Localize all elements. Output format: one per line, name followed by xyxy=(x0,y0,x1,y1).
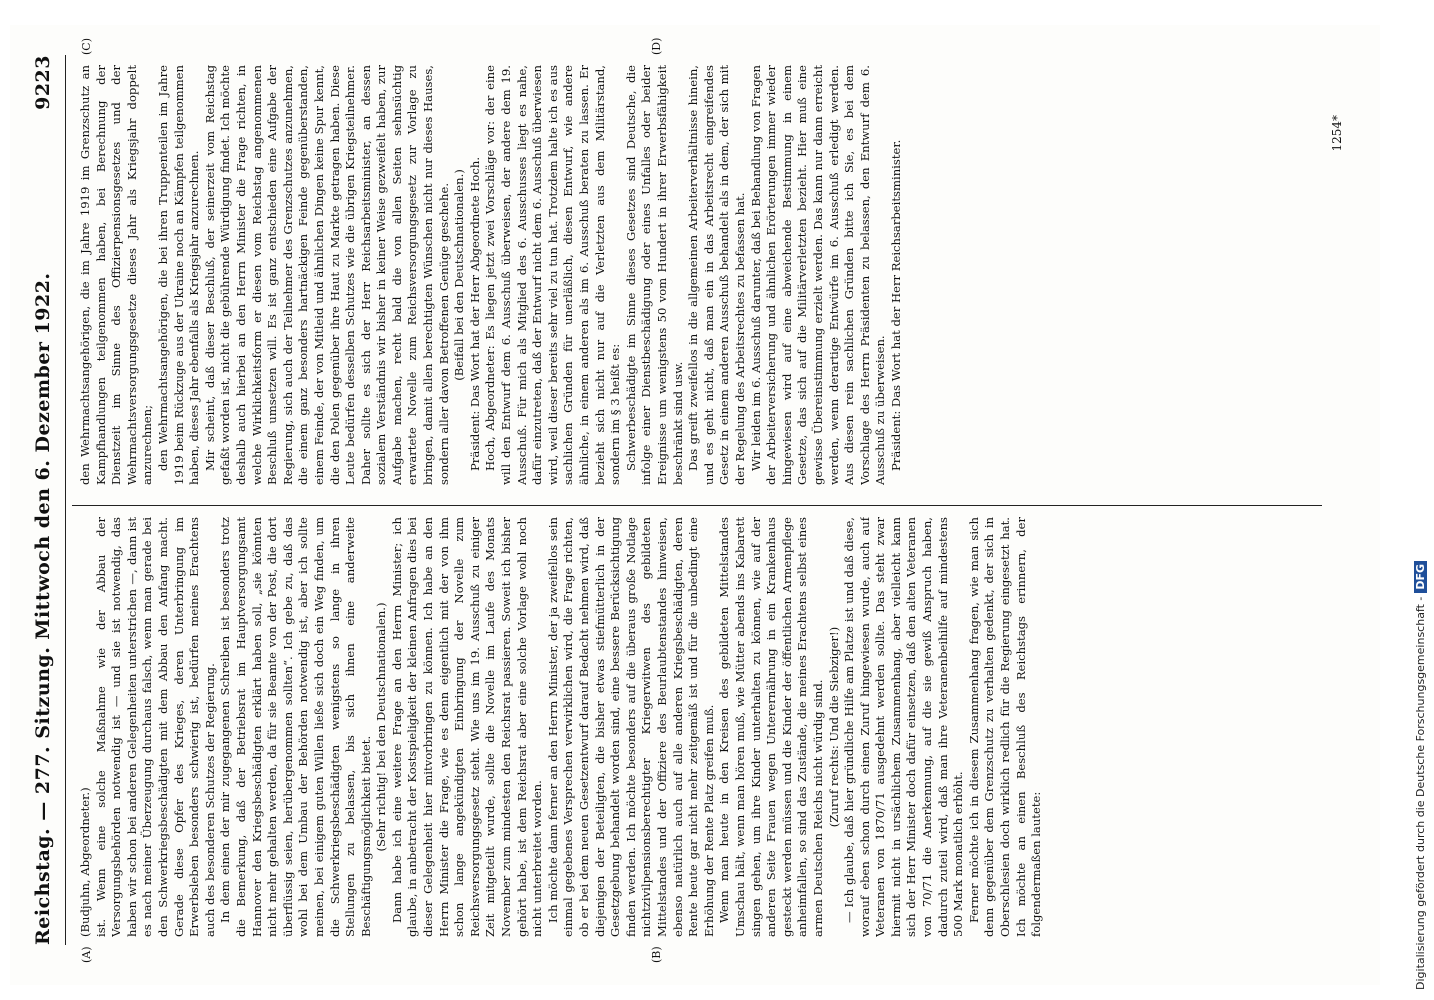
paragraph: Präsident: Das Wort hat der Herr Abgeordnete Hoch. xyxy=(467,156,482,471)
margin-marker-b: (B) xyxy=(650,946,663,963)
paragraph: Wir leiden im 6. Ausschuß darunter, daß bei Behandlung von Fragen der Arbeiterversicherung und ähnlichen Erörterungen immer wieder hingewiesen wird auf eine abweichende Bestimmung in einem Gesetze, das sich auf die Militärverletzten bezieht. Hier muß eine gewisse Übereinstimmung erzielt werden. Das kann nur dann erreicht werden, wenn derartige Entwürfe im 6. Ausschuß erledigt werden. Aus diesen rein sachlichen Gründen bitte ich Sie, es bei dem Vorschlage des Herrn Präsidenten zu belassen, den Entwurf dem 6. Ausschuß zu überweisen. xyxy=(748,65,888,485)
margin-marker-a: (A) xyxy=(80,946,93,963)
page-header xyxy=(32,55,62,945)
paragraph: — Ich glaube, daß hier gründliche Hilfe am Platze ist und daß diese, worauf eben schon durch einen Zuruf hingewiesen wurde, auch auf Veteranen von 1870/71 ausgedehnt werden sollte. Das steht zwar hiermit nicht in ursächlichem Zusammenhang, aber vielleicht kann sich der Herr Minister doch dafür einsetzen, daß den alten Veteranen von 70/71 die Anerkennung, auf die sie gewiß Anspruch haben, dadurch zuteil wird, daß man ihre Veteranenbeihilfe auf mindestens 500 Mark monatlich erhöht. xyxy=(842,517,966,937)
dfg-logo: DFG xyxy=(1414,561,1427,593)
paragraph: In dem einen der mir zugegangenen Schreiben ist besonders trotz die Bemerkung, daß der Betriebsrat im Hauptversorgungsamt Hannover den Kriegsbeschädigten erklärt haben soll, „sie könnten nicht mehr gehalten werden, da für sie Beamte von der Post, die dort überflüssig seien, herübergenommen sollten“. Ich gebe zu, daß das wohl bei dem Umbau der Behörden notwendig ist, aber ich sollte meinen, bei einigem guten Willen ließe sich doch ein Weg finden, um die Schwerkriegsbeschädigten wenigstens so lange in ihren Stellungen zu belassen, bis sich ihnen eine anderweite Beschäftigungsmöglichkeit bietet. xyxy=(218,517,373,937)
paragraph: Dann habe ich eine weitere Frage an den Herrn Minister; ich glaube, in anbetracht der Kostspieligkeit der kleinen Anfragen dies bei dieser Gelegenheit hier mitvorbringen zu können. Ich habe an den Herrn Minister die Frage, wie es denn eigentlich mit der von ihm schon lange angekündigten Einbringung der Novelle zum Reichsversorgungsgesetz steht. Wie uns im 19. Ausschuß zu einiger Zeit mitgeteilt wurde, sollte die Novelle im Laufe des Monats November zum mindesten den Reichsrat passieren. Soweit ich bisher gehört habe, ist dem Reichsrat aber eine solche Vorlage wohl noch nicht unterbreitet worden. xyxy=(389,517,545,937)
paragraph: (Sehr richtig! bei den Deutschnationalen.) xyxy=(374,602,389,852)
paragraph: Mir scheint, daß dieser Beschluß, der seinerzeit vom Reichstag gefaßt worden ist, nicht die gebührende Würdigung findet. Ich möchte deshalb auch hierbei an den Herrn Minister die Frage richten, in welche Wirklichkeitsform er diesen vom Reichstag angenommenen Beschluß umsetzen will. Es ist ganz entschieden eine Aufgabe der Regierung, sich auch der Teilnehmer des Grenzschutzes anzunehmen, die einem ganz besonders hartnäckigen Feinde gegenüberstanden, einem Feinde, der von Mitleid und ähnlichen Dingen keine Spur kennt, die den Polen gegenüber ihre Haut zu Markte getragen haben. Diese Leute bedürfen desselben Schutzes wie die übrigen Kriegsteilnehmer. Daher sollte es sich der Herr Reichsarbeitsminister, an dessen sozialem Verständnis wir bisher in keiner Weise gezweifelt haben, zur Aufgabe machen, recht bald die von allen Seiten sehnsüchtig erwartete Novelle zum Reichsversorgungsgesetz zur Vorlage zu bringen, damit allen berechtigten Wünschen nicht nur dieses Hauses, sondern aller davon Betroffenen Genüge geschehe. xyxy=(202,65,451,485)
paragraph: (Zuruf rechts: Und die Siebziger!) xyxy=(826,626,841,828)
page-number: 9223 xyxy=(32,55,54,110)
paragraph: Ich möchte dann ferner an den Herrn Minister, der ja zweifellos sein einmal gegebenes Versprechen verwirklichen wird, die Frage richten, ob er bei dem neuen Gesetzentwurf darauf Bedacht nehmen wird, daß diejenigen der Beteiligten, die bisher etwas stiefmütterlich in der Gesetzgebung behandelt worden sind, eine bessere Berücksichtigung finden werden. Ich möchte besonders auf die überaus große Notlage nichtzivilpensionsberechtigter Kriegerwitwen des gebildeten Mittelstandes und der Offiziere des Beurlaubtenstandes hinweisen, ebenso natürlich auch auf alle anderen Kriegsbeschädigten, deren Rente heute gar nicht mehr zeitgemäß ist und für die unbedingt eine Erhöhung der Rente Platz greifen muß. xyxy=(545,517,716,937)
digitization-credit xyxy=(1410,0,1434,1000)
paragraph: den Wehrmachtsangehörigen, die im Jahre 1919 im Grenzschutz an Kampfhandlungen teilgenommen haben, bei Berechnung der Dienstzeit im Sinne des Offizierpensionsgesetzes und der Wehrmachtsversorgungsgesetze dieses Jahr als Kriegsjahr doppelt anzurechnen; xyxy=(78,65,155,485)
paragraph: Das greift zweifellos in die allgemeinen Arbeiterverhältnisse hinein, und es geht nicht, daß man ein in das Arbeitsrecht eingreifendes Gesetz in einem anderen Ausschuß behandelt als in dem, der sich mit der Regelung des Arbeitsrechtes zu befassen hat. xyxy=(686,65,747,485)
paragraph: den Wehrmachtsangehörigen, die bei ihren Truppenteilen im Jahre 1919 beim Rückzuge aus der Ukraine noch an Kämpfen teilgenommen haben, dieses Jahr ebenfalls als Kriegsjahr anzurechnen. xyxy=(155,65,202,485)
paragraph: Ferner möchte ich in diesem Zusammenhang fragen, wie man sich denn gegenüber dem Grenzschutz zu verhalten gedenkt, der sich in Oberschlesien doch wirklich redlich für die Regierung eingesetzt hat. Ich möchte an einen Beschluß des Reichstags erinnern, der folgendermaßen lautete: xyxy=(966,517,1044,937)
text-column-right xyxy=(78,65,1318,485)
credit-text: Digitalisierung gefördert durch die Deutsche Forschungsgemeinschaft - xyxy=(1414,596,1427,990)
paragraph: Wenn man heute in den Kreisen des gebildeten Mittelstandes Umschau hält, wenn man hören muß, wie Mütter abends ins Kabarett singen gehen, um ihre Kinder unterhalten zu können, wie auf der anderen Seite Frauen wegen Unterernährung in ein Krankenhaus gesteckt werden müssen und die Kinder der öffentlichen Armenpflege anheimfallen, so sind das Zustände, die meines Erachtens selbst eines armen Deutschen Reichs nicht würdig sind. xyxy=(717,517,825,937)
paragraph: ist. Wenn eine solche Maßnahme wie der Abbau der Versorgungsbehörden notwendig ist — und sie ist notwendig, das haben wir schon bei anderen Gelegenheiten unterstrichen —, dann ist es nach meiner Überzeugung durchaus falsch, wenn man gerade bei den Schwerkriegsbeschädigten mit dem Abbau den Anfang macht. Gerade diese Opfer des Krieges, deren Unterbringung im Erwerbsleben besonders schwierig ist, bedürfen meines Erachtens auch des besonderen Schutzes der Regierung. xyxy=(93,517,217,937)
margin-marker-c: (C) xyxy=(80,38,93,55)
page-footer: 1254* xyxy=(1330,115,1344,152)
margin-marker-d: (D) xyxy=(650,37,663,55)
paragraph: (Beifall bei den Deutschnationalen.) xyxy=(452,169,467,381)
document-page xyxy=(10,25,1380,985)
header-title: Reichstag. — 277. Sitzung. Mittwoch den 6. Dezember 1922. xyxy=(32,272,54,945)
paragraph: Schwerbeschädigte im Sinne dieses Gesetzes sind Deutsche, die infolge einer Dienstbeschädigung oder eines Unfalles oder beider Ereignisse um wenigstens 50 vom Hundert in ihrer Erwerbsfähigkeit beschränkt sind usw. xyxy=(623,65,685,485)
column-divider xyxy=(72,505,1322,506)
paragraph: (Budjuhn, Abgeordneter.) xyxy=(78,787,92,937)
text-column-left xyxy=(78,517,1318,937)
header-rule xyxy=(65,55,66,945)
paragraph: Präsident: Das Wort hat der Herr Reichsarbeitsminister. xyxy=(888,139,903,471)
paragraph: Hoch, Abgeordneter: Es liegen jetzt zwei Vorschläge vor: der eine will den Entwurf dem 6. Ausschuß überweisen, der andere dem 19. Ausschuß. Für mich als Mitglied des 6. Ausschusses liegt es nahe, dafür einzutreten, daß der Entwurf nicht dem 6. Ausschuß überwiesen wird, weil dieser bereits sehr viel zu tun hat. Trotzdem halte ich es aus sachlichen Gründen für unerläßlich, diesen Entwurf, wie andere ähnliche, in einem anderen als im 6. Ausschuß beraten zu lassen. Er bezieht sich nicht nur auf die Verletzten aus dem Militärstand, sondern im § 3 heißt es: xyxy=(483,65,623,485)
